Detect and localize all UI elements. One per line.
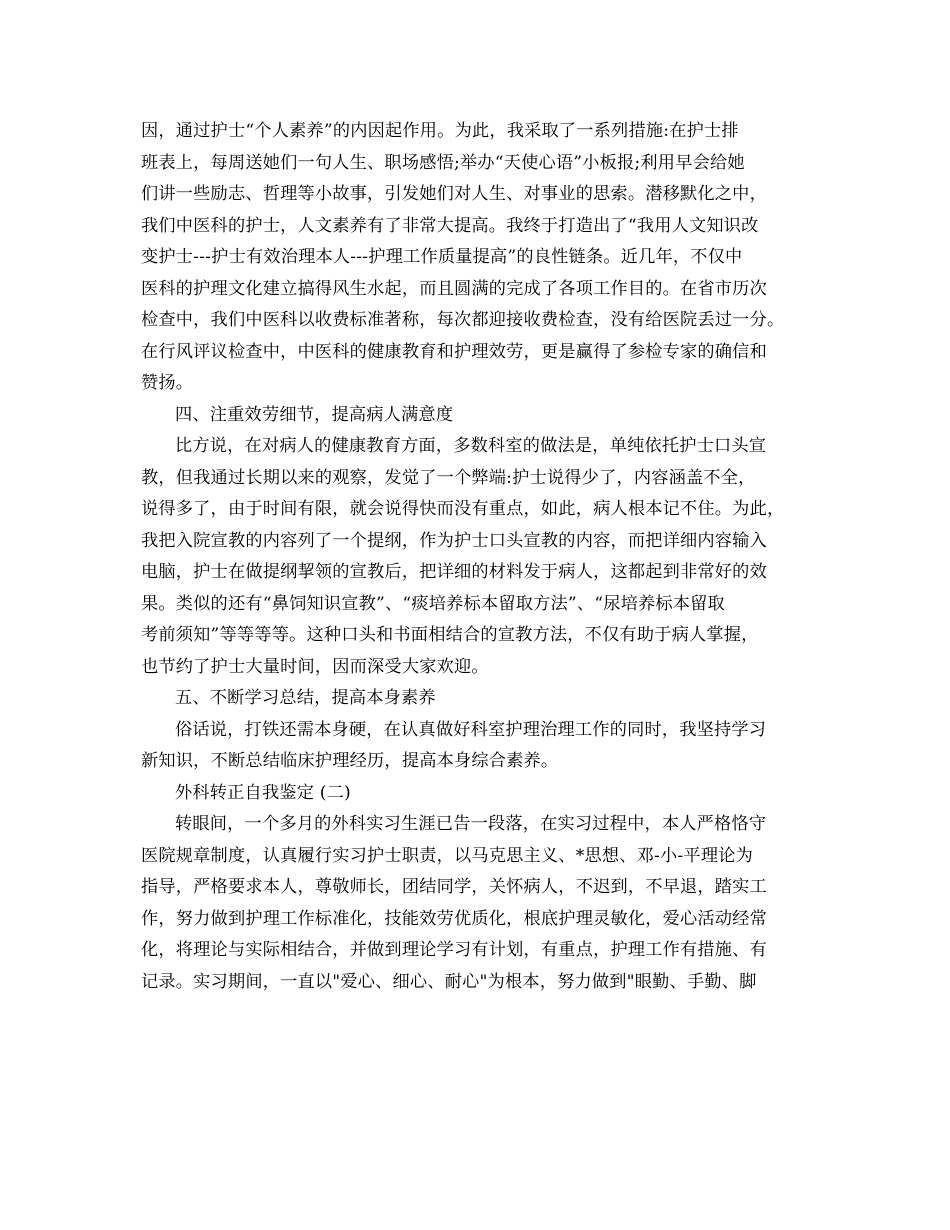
paragraph-line: 在行风评议检查中，中医科的健康教育和护理效劳，更是赢得了参检专家的确信和: [141, 341, 767, 362]
document-subtitle: 外科转正自我鉴定 (二): [175, 782, 351, 803]
document-body: [141, 116, 821, 998]
paragraph-line: 转眼间，一个多月的外科实习生涯已告一段落，在实习过程中，本人严格恪守: [175, 814, 767, 834]
paragraph-line: 也节约了护士大量时间，因而深受大家欢迎。: [141, 656, 489, 677]
paragraph-line: 化，将理论与实际相结合，并做到理论学习有计划，有重点，护理工作有措施、有: [141, 940, 767, 960]
paragraph-line: 新知识，不断总结临床护理经历，提高本身综合素养。: [141, 751, 559, 771]
paragraph-line: 电脑，护士在做提纲挈领的宣教后，把详细的材料发于病人，这都起到非常好的效: [141, 562, 767, 582]
paragraph-line: 因，通过护士“个人素养”的内因起作用。为此，我采取了一系列措施:在护士排: [141, 121, 739, 141]
paragraph-line: 赞扬。: [141, 373, 194, 393]
paragraph-line: 我们中医科的护士，人文素养有了非常大提高。我终于打造出了“我用人文知识改: [141, 215, 759, 236]
paragraph-line: 医科的护理文化建立搞得风生水起，而且圆满的完成了各项工作目的。在省市历次: [141, 278, 767, 299]
section-heading: 五、不断学习总结，提高本身素养: [175, 688, 436, 708]
paragraph-line: 指导，严格要求本人，尊敬师长，团结同学，关怀病人，不迟到，不早退，踏实工: [141, 877, 767, 897]
paragraph-line: 考前须知”等等等等。这种口头和书面相结合的宣教方法，不仅有助于病人掌握，: [141, 625, 759, 645]
paragraph-line: 班表上，每周送她们一句人生、职场感悟;举办“天使心语”小板报;利用早会给她: [141, 152, 745, 173]
paragraph-line: 俗话说，打铁还需本身硬，在认真做好科室护理治理工作的同时，我坚持学习: [175, 719, 767, 740]
paragraph-line: 比方说，在对病人的健康教育方面，多数科室的做法是，单纯依托护士口头宣: [175, 436, 767, 456]
paragraph-line: 教，但我通过长期以来的观察，发觉了一个弊端:护士说得少了，内容涵盖不全，: [141, 467, 756, 488]
paragraph-line: 变护士---护士有效治理本人---护理工作质量提高”的良性链条。近几年，不仅中: [141, 247, 743, 267]
paragraph-line: 医院规章制度，认真履行实习护士职责，以马克思主义、*思想、邓-小-平理论为: [141, 845, 753, 866]
section-heading: 四、注重效劳细节，提高病人满意度: [175, 404, 454, 425]
paragraph-line: 检查中，我们中医科以收费标准著称，每次都迎接收费检查，没有给医院丢过一分。: [141, 310, 785, 330]
paragraph-line: 记录。实习期间，一直以"爱心、细心、耐心"为根本，努力做到"眼勤、手勤、脚: [141, 971, 757, 992]
paragraph-line: 果。类似的还有“鼻饲知识宣教”、“痰培养标本留取方法”、“尿培养标本留取: [141, 593, 725, 614]
paragraph-line: 们讲一些励志、哲理等小故事，引发她们对人生、对事业的思索。潜移默化之中，: [141, 184, 767, 204]
paragraph-line: 作，努力做到护理工作标准化，技能效劳优质化，根底护理灵敏化，爱心活动经常: [141, 908, 767, 929]
paragraph-line: 说得多了，由于时间有限，就会说得快而没有重点，如此，病人根本记不住。为此，: [141, 499, 785, 519]
paragraph-line: 我把入院宣教的内容列了一个提纲，作为护士口头宣教的内容，而把详细内容输入: [141, 530, 767, 551]
